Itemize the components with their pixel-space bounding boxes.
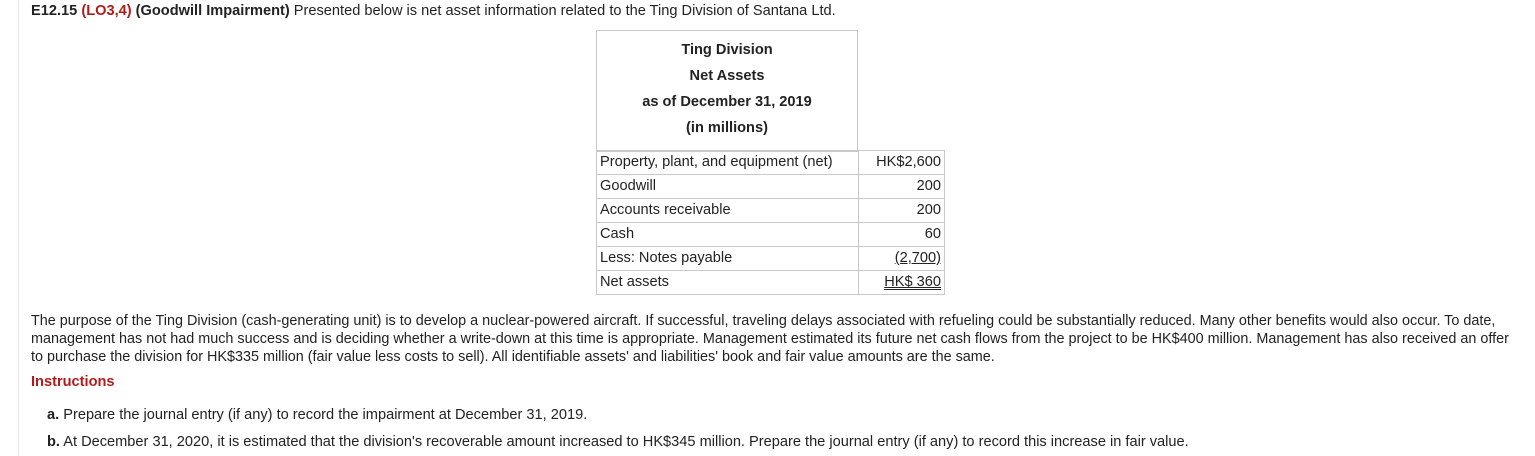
learning-objectives: (LO3,4)	[81, 3, 132, 19]
exercise-intro: Presented below is net asset information related to the Ting Division of Santana Ltd.	[293, 3, 836, 19]
instructions-title: Instructions	[31, 374, 115, 390]
instruction-letter: b.	[47, 434, 60, 450]
instruction-item-b	[47, 433, 1189, 451]
exercise-heading	[31, 2, 836, 20]
statement-title-units: (in millions)	[686, 120, 768, 136]
row-amount	[859, 271, 945, 295]
amount-underlined: (2,700)	[894, 250, 941, 266]
row-label: Less: Notes payable	[597, 247, 859, 271]
instruction-text: Prepare the journal entry (if any) to record the impairment at December 31, 2019.	[63, 407, 588, 423]
table-row	[597, 223, 945, 247]
row-label: Cash	[597, 223, 859, 247]
row-amount	[859, 247, 945, 271]
row-label: Property, plant, and equipment (net)	[597, 151, 859, 175]
statement-title-name: Net Assets	[689, 68, 765, 84]
instruction-letter: a.	[47, 407, 60, 423]
row-amount: 200	[859, 175, 945, 199]
exercise-number: E12.15	[31, 3, 78, 19]
net-assets-table	[596, 150, 945, 295]
statement-title-date: as of December 31, 2019	[642, 94, 812, 110]
row-label: Net assets	[597, 271, 859, 295]
table-row	[597, 271, 945, 295]
row-amount: HK$2,600	[859, 151, 945, 175]
table-row	[597, 199, 945, 223]
left-margin-rule	[18, 0, 19, 456]
amount-double-underlined: HK$ 360	[884, 274, 941, 290]
row-amount: 60	[859, 223, 945, 247]
row-label: Goodwill	[597, 175, 859, 199]
row-label: Accounts receivable	[597, 199, 859, 223]
instruction-text: At December 31, 2020, it is estimated that the division's recoverable amount increased to HK$345 million. Prepare the journal entry (if any) to record this increase in fair value.	[63, 434, 1189, 450]
description-paragraph: The purpose of the Ting Division (cash-generating unit) is to develop a nuclear-powered aircraft. If successful, traveling delays associated with refueling could be substantially reduced. Many other benefits would also occur. To date, management has not had much success and is deciding whether a write-down at this time is appropriate. Management estimated its future net cash flows from the project to be HK$400 million. Management has also received an offer to purchase the division for HK$335 million (fair value less costs to sell). All identifiable assets' and liabilities' book and fair value amounts are the same.	[31, 313, 1509, 365]
statement-title-company: Ting Division	[681, 42, 773, 58]
table-row	[597, 175, 945, 199]
instruction-item-a	[47, 406, 587, 424]
exercise-topic: (Goodwill Impairment)	[135, 3, 290, 19]
table-row	[597, 151, 945, 175]
statement-title-box	[596, 30, 858, 152]
table-row	[597, 247, 945, 271]
row-amount: 200	[859, 199, 945, 223]
